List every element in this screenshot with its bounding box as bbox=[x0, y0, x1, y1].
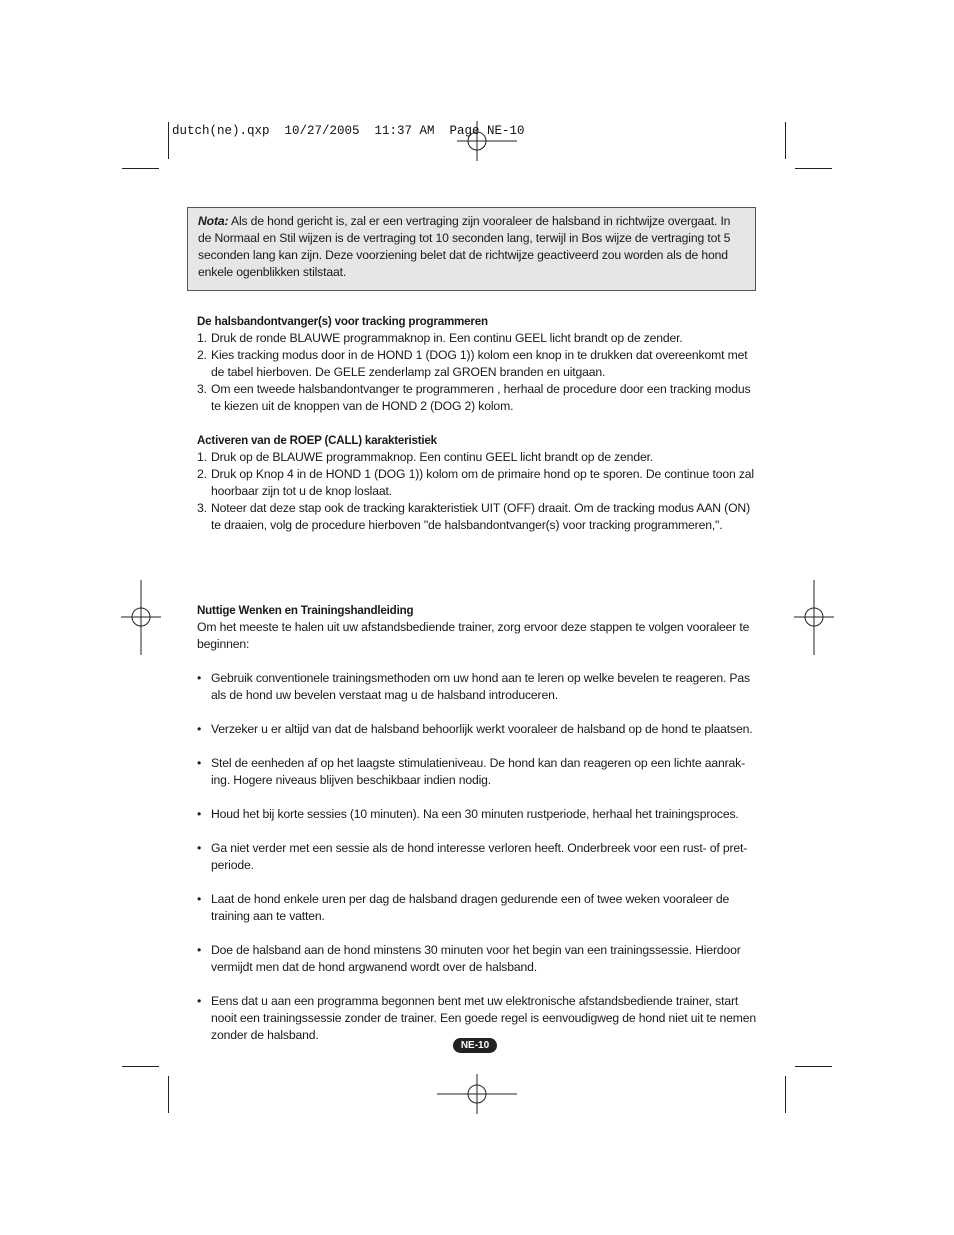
tips-intro: Om het meeste te halen uit uw afstandsbediende trainer, zorg ervoor deze stappen te volgen vooraleer te beginnen: bbox=[197, 620, 750, 651]
note-label: Nota: bbox=[198, 214, 229, 228]
list-item: 2. Druk op Knop 4 in de HOND 1 (DOG 1)) kolom om de primaire hond op te sporen. De continue toon zal hoorbaar zijn tot u de knop loslaat. bbox=[197, 467, 754, 498]
list-item: 2. Kies tracking modus door in de HOND 1 (DOG 1)) kolom een knop in te drukken dat overeenkomt met de tabel hierboven. De GELE zenderlamp zal GROEN branden en uitgaan. bbox=[197, 348, 748, 379]
crop-mark-top-left-h bbox=[122, 168, 159, 169]
registration-mark-left-icon bbox=[121, 580, 161, 655]
tips-list bbox=[197, 670, 757, 1044]
page-content bbox=[197, 313, 757, 1061]
crop-mark-top-right-v bbox=[785, 122, 786, 159]
list-item: 1. Druk op de BLAUWE programmaknop. Een continu GEEL licht brandt op de zender. bbox=[197, 450, 654, 464]
note-box bbox=[187, 207, 756, 291]
steps-list-programming bbox=[197, 330, 757, 415]
list-item: • Stel de eenheden af op het laagste stimulatieniveau. De hond kan dan reageren op een lichte aanrak-ing. Hogere niveaus blijven beschikbaar indien nodig. bbox=[197, 756, 745, 787]
registration-mark-bottom-icon bbox=[437, 1074, 517, 1114]
list-item: • Laat de hond enkele uren per dag de halsband dragen gedurende een of twee weken vooraleer de training aan te vatten. bbox=[197, 892, 730, 923]
section-heading-call: Activeren van de ROEP (CALL) karakteristiek bbox=[197, 434, 437, 447]
section-heading-programming: De halsbandontvanger(s) voor tracking programmeren bbox=[197, 315, 488, 328]
crop-mark-bottom-right-h bbox=[795, 1066, 832, 1067]
crop-mark-bottom-left-v bbox=[168, 1076, 169, 1113]
list-item: 1. Druk de ronde BLAUWE programmaknop in. Een continu GEEL licht brandt op de zender. bbox=[197, 331, 683, 345]
registration-mark-right-icon bbox=[794, 580, 834, 655]
list-item: • Houd het bij korte sessies (10 minuten). Na een 30 minuten rustperiode, herhaal het trainingsproces. bbox=[197, 807, 739, 821]
steps-list-call bbox=[197, 449, 757, 534]
list-item: • Verzeker u er altijd van dat de halsband behoorlijk werkt vooraleer de halsband op de hond te plaatsen. bbox=[197, 722, 753, 736]
print-slug: dutch(ne).qxp 10/27/2005 11:37 AM Page NE-10 bbox=[172, 124, 525, 138]
list-item: • Doe de halsband aan de hond minstens 30 minuten voor het begin van een trainingssessie. Hierdoor vermijdt men dat de hond argwanend wordt over de halsband. bbox=[197, 943, 741, 974]
note-text: Als de hond gericht is, zal er een vertraging zijn vooraleer de halsband in richtwijze overgaat. In de Normaal en Stil wijzen is de vertraging tot 10 seconden lang, terwijl in Bos wijze de vertraging tot 5 seconden lang kan zijn. Deze voorziening belet dat de richtwijze geactiveerd zou worden als de hond enkele ogenblikken stilstaat. bbox=[198, 214, 731, 279]
crop-mark-bottom-left-h bbox=[122, 1066, 159, 1067]
list-item: 3. Noteer dat deze stap ook de tracking karakteristiek UIT (OFF) draait. Om de tracking modus AAN (ON) te draaien, volg de procedure hierboven "de halsbandontvanger(s) voor tracking programmeren,". bbox=[197, 501, 750, 532]
crop-mark-bottom-right-v bbox=[785, 1076, 786, 1113]
list-item: • Ga niet verder met een sessie als de hond interesse verloren heeft. Onderbreek voor een rust- of pret-periode. bbox=[197, 841, 748, 872]
crop-mark-top-left-v bbox=[168, 122, 169, 159]
page-number-badge: NE-10 bbox=[453, 1038, 497, 1053]
crop-mark-top-right-h bbox=[795, 168, 832, 169]
section-heading-tips: Nuttige Wenken en Trainingshandleiding bbox=[197, 604, 414, 617]
list-item: • Eens dat u aan een programma begonnen bent met uw elektronische afstandsbediende trainer, start nooit een trainingssessie zonder de trainer. Een goede regel is eenvoudigweg de hond niet uit te nemen zonder de halsband. bbox=[197, 994, 757, 1042]
list-item: • Gebruik conventionele trainingsmethoden om uw hond aan te leren op welke bevelen te reageren. Pas als de hond uw bevelen verstaat mag u de halsband introduceren. bbox=[197, 671, 750, 702]
list-item: 3. Om een tweede halsbandontvanger te programmeren , herhaal de procedure door een tracking modus te kiezen uit de knoppen van de HOND 2 (DOG 2) kolom. bbox=[197, 382, 751, 413]
